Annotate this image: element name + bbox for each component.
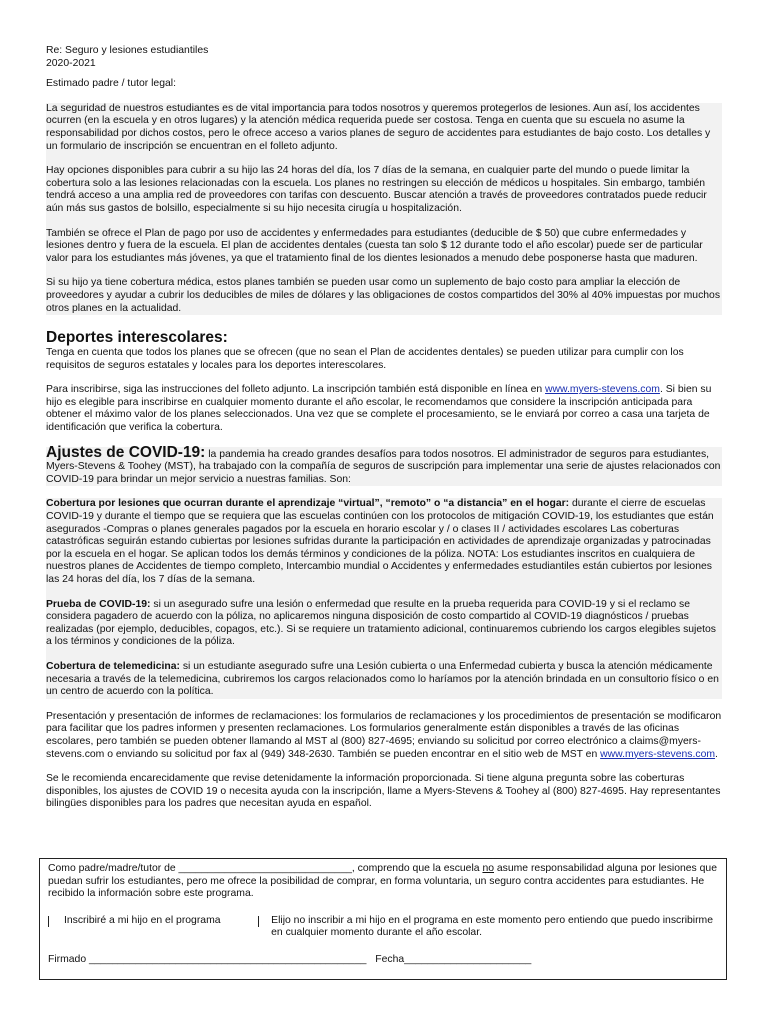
covid-intro-text: la pandemia ha creado grandes desafíos para todos nosotros. El administrador de seguros para estudiantes, Myers-Stevens & Toohey (MST), ha trabajado con la compañía de seguros de suscripción para implementar una serie de ajustes relacionados con COVID-19 para brindar un mejor servicio a nuestras familias. Son: xyxy=(46,448,721,485)
myers-stevens-link[interactable]: www.myers-stevens.com xyxy=(545,384,660,396)
form-statement-end: asume responsabilidad alguna por lesiones que puedan sufrir los estudiantes, pero me ofrece la posibilidad de comprar, en forma voluntaria, un seguro contra accidentes para estudiantes. He recibido la información sobre este programa. xyxy=(48,863,717,900)
claims-paragraph xyxy=(46,711,722,761)
covid-item-testing xyxy=(46,599,722,649)
covid-item-2-title: Prueba de COVID-19: xyxy=(46,598,151,610)
intro-paragraph-4: Si su hijo ya tiene cobertura médica, estos planes también se pueden usar como un suplemento de bajo costo para ampliar la elección de proveedores y ayudar a cubrir los deducibles de miles de dólares y las obligaciones de costos compartidos del 30% al 40% impuestas por muchos otros planes en la actualidad. xyxy=(46,277,721,314)
option-enroll[interactable] xyxy=(48,915,258,940)
covid-item-1-text: durante el cierre de escuelas COVID-19 y durante el tiempo que se requiera que las escuelas continúen con los protocolos de mitigación COVID-19, los estudiantes que están asegurados -Compras o planes generales pagados por la escuela en horario escolar y / o clases II / actividades escolares Las coberturas catastróficas seguirán estando cubiertas por lesiones sufridas durante la participación en actividades de aprendizaje organizadas y patrocinadas por la escuela en el hogar. Se aplican todos los demás términos y condiciones de la póliza. NOTA: Los estudiantes inscritos en cualquiera de nuestros planes de Accidentes de tiempo completo, Intercambio mundial o Accidentes y enfermedades estudiantiles están cubiertos por lesiones las 24 horas del día, los 7 días de la semana. xyxy=(46,498,714,585)
decline-checkbox[interactable] xyxy=(258,916,265,927)
claims-end: . xyxy=(715,748,718,760)
covid-item-3-title: Cobertura de telemedicina: xyxy=(46,660,180,672)
intro-paragraph-1: La seguridad de nuestros estudiantes es de vital importancia para todos nosotros y queremos protegerlos de lesiones. Aun así, los accidentes ocurren (en la escuela y en otros lugares) y la atención médica requerida puede ser costosa. Tenga en cuenta que su escuela no asume la responsabilidad por dichos costos, pero le ofrece acceso a varios planes de seguro de accidentes para estudiantes de bajo costo. Los detalles y un formulario de inscripción se encuentran en el folleto adjunto. xyxy=(46,102,711,152)
covid-heading: Ajustes de COVID-19: xyxy=(46,443,206,461)
sports-paragraph-2-end: . Si bien su hijo es elegible para inscribirse en cualquier momento durante el año escolar, le recomendamos que considere la inscripción anticipada para obtener el máximo valor de los planes seleccionados. Una vez que se complete el procesamiento, se le enviará por correo a casa una tarjeta de identificación que verifica la cobertura. xyxy=(46,384,712,434)
sports-paragraph-2-start: Para inscribirse, siga las instrucciones del folleto adjunto. La inscripción también está disponible en línea en xyxy=(46,384,546,396)
sports-heading: Deportes interescolares: xyxy=(46,329,228,347)
form-statement xyxy=(48,863,718,901)
option-decline[interactable] xyxy=(258,915,718,940)
covid-intro xyxy=(46,443,722,487)
school-year: 2020-2021 xyxy=(46,57,96,69)
claims-text: Presentación y presentación de informes de reclamaciones: los formularios de reclamaciones y los procedimientos de presentación se modificaron para facilitar que los padres informen y presenten reclamaciones. Los formularios generalmente están disponibles a través de las oficinas escolares, pero también se pueden obtener llamando al MST al (800) 827-4695; enviando su solicitud por correo electrónico a claims@myers-stevens.com o enviando su solicitud por fax al (949) 348-2630. También se pueden encontrar en el sitio web de MST en xyxy=(46,710,722,760)
closing-paragraph: Se le recomienda encarecidamente que revise detenidamente la información proporcionada. Si tiene alguna pregunta sobre las coberturas disponibles, los ajustes de COVID 19 o necesita ayuda con la inscripción, llame a Myers-Stevens & Toohey al (800) 827-4695. Hay representantes bilingües disponibles para los padres que necesitan ayuda en español. xyxy=(46,773,721,810)
letter-body xyxy=(46,45,722,823)
covid-item-telemedicine xyxy=(46,661,722,699)
intro-paragraph-2: Hay opciones disponibles para cubrir a su hijo las 24 horas del día, los 7 días de la semana, en cualquier parte del mundo o puede limitar la cobertura solo a las lesiones relacionadas con la escuela. Los planes no restringen su elección de médicos u hospitales. Sin embargo, también tendrá acceso a una amplia red de proveedores con tarifas con descuento. Buscar atención a través de proveedores contratados puede reducir aún más sus gastos de bolsillo, especialmente si su hijo necesita cirugía u hospitalización. xyxy=(46,165,707,214)
form-statement-no: no xyxy=(482,863,494,874)
re-line: Re: Seguro y lesiones estudiantiles xyxy=(46,45,209,56)
signature-field[interactable]: Firmado ________________________________________________ xyxy=(48,953,367,965)
salutation: Estimado padre / tutor legal: xyxy=(46,78,176,90)
form-statement-start: Como padre/madre/tutor de ______________________________, comprendo que la escuela xyxy=(48,863,483,874)
covid-item-remote-learning xyxy=(46,498,722,586)
intro-paragraph-3: También se ofrece el Plan de pago por uso de accidentes y enfermedades para estudiantes (deducible de $ 50) que cubre enfermedades y lesiones dentro y fuera de la escuela. El plan de accidentes dentales (cuesta tan solo $ 12 durante todo el año escolar) puede ser de particular valor para los estudiantes más jóvenes, ya que el tratamiento final de los dientes lesionados a menudo debe posponerse hasta que maduren. xyxy=(46,227,703,264)
covid-item-1-title: Cobertura por lesiones que ocurran durante el aprendizaje “virtual”, “remoto” o “a distancia” en el hogar: xyxy=(46,498,570,510)
signature-row xyxy=(48,954,718,967)
enroll-checkbox[interactable] xyxy=(48,916,58,927)
option-decline-label: Elijo no inscribir a mi hijo en el programa en este momento pero entiendo que puedo inscribirme en cualquier momento durante el año escolar. xyxy=(271,914,713,939)
covid-item-3-text: si un estudiante asegurado sufre una Lesión cubierta o una Enfermedad cubierta y busca la atención médicamente necesaria a través de la telemedicina, cubriremos los cargos relacionados como lo haríamos por la atención brindada en un consultorio físico o en un centro de acuerdo con la política. xyxy=(46,660,719,698)
date-field[interactable]: Fecha______________________ xyxy=(375,953,532,965)
enrollment-form xyxy=(39,858,727,980)
covid-item-2-text: si un asegurado sufre una lesión o enfermedad que resulte en la prueba requerida para COVID-19 y si el reclamo se considera pagadero de acuerdo con la póliza, no aplicaremos ninguna disposición de costo compartido al COVID-19 diagnósticos / pruebas realizadas (por ejemplo, deducibles, copagos, etc.). Si se requiere un tratamiento adicional, continuaremos cubriendo los cargos elegibles sujetos a los términos y condiciones de la póliza. xyxy=(46,598,716,648)
enrollment-choices xyxy=(48,915,718,940)
sports-paragraph-2 xyxy=(46,384,722,434)
sports-paragraph-1: Tenga en cuenta que todos los planes que se ofrecen (que no sean el Plan de accidentes dentales) se pueden utilizar para cumplir con los requisitos de seguros estatales y locales para los deportes interescolares. xyxy=(46,347,684,371)
option-enroll-label: Inscribiré a mi hijo en el programa xyxy=(64,914,221,926)
claims-myers-stevens-link[interactable]: www.myers-stevens.com xyxy=(600,748,716,760)
